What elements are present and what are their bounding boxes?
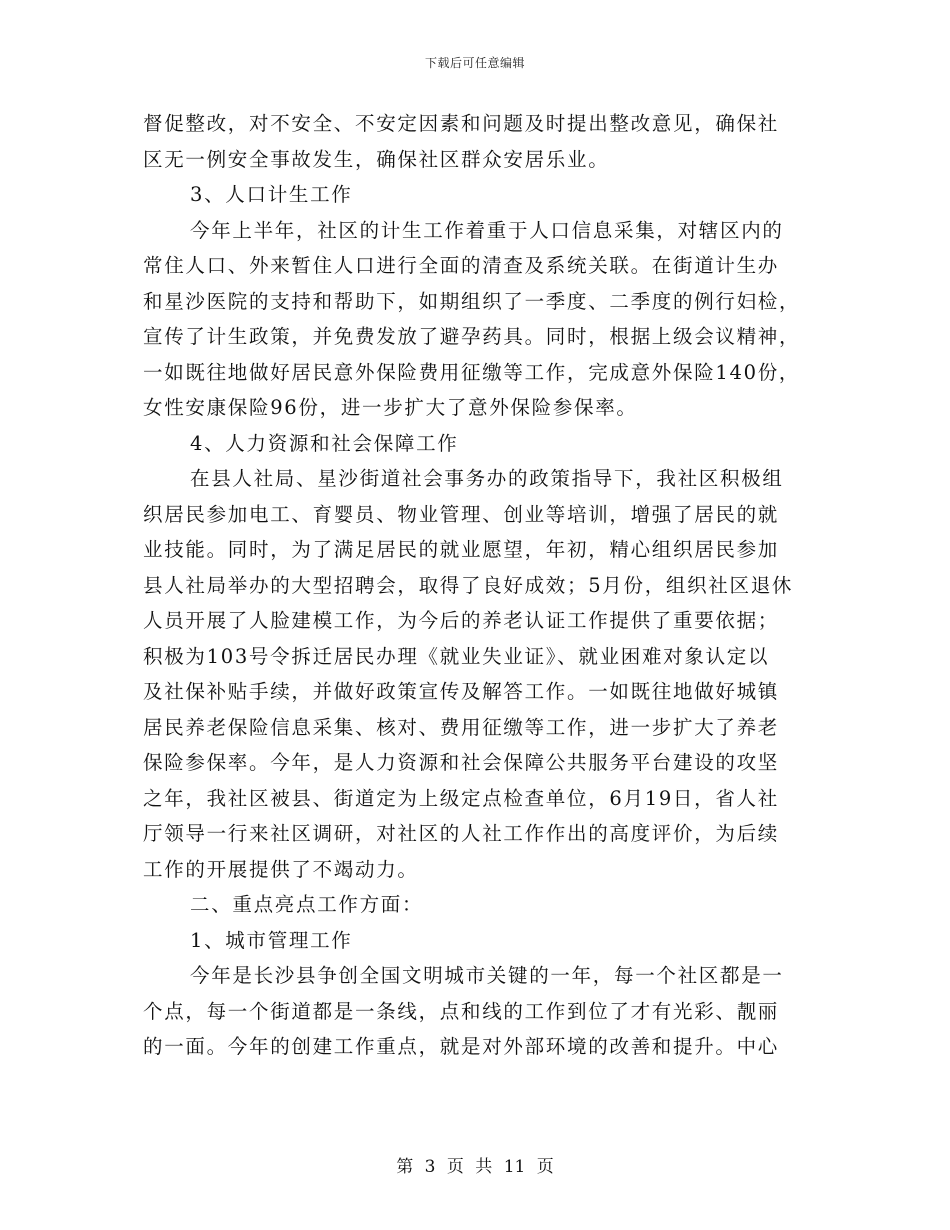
- text-line: 一如既往地做好居民意外保险费用征缴等工作，完成意外保险140份，: [143, 360, 801, 384]
- text-line: 保险参保率。今年，是人力资源和社会保障公共服务平台建设的攻坚: [143, 751, 780, 774]
- text-line: 厅领导一行来社区调研，对社区的人社工作作出的高度评价，为后续: [143, 822, 780, 845]
- text-line: 女性安康保险96份，进一步扩大了意外保险参保率。: [143, 396, 638, 419]
- text-line: 3、人口计生工作: [190, 183, 353, 206]
- text-line: 及社保补贴手续，并做好政策宣传及解答工作。一如既往地做好城镇: [143, 680, 780, 703]
- text-line: 县人社局举办的大型招聘会，取得了良好成效；5月份，组织社区退休: [143, 573, 794, 597]
- text-line: 今年上半年，社区的计生工作着重于人口信息采集，对辖区内的: [190, 218, 784, 242]
- text-line: 宣传了计生政策，并免费发放了避孕药具。同时，根据上级会议精神，: [143, 325, 801, 348]
- document-body: [143, 106, 808, 1065]
- text-line: 织居民参加电工、育婴员、物业管理、创业等培训，增强了居民的就: [143, 502, 780, 526]
- text-line: 4、人力资源和社会保障工作: [190, 431, 459, 455]
- text-line: 二、重点亮点工作方面：: [190, 893, 424, 916]
- text-line: 积极为103号令拆迁居民办理《就业失业证》、就业困难对象认定以: [143, 644, 770, 668]
- text-line: 居民养老保险信息采集、核对、费用征缴等工作，进一步扩大了养老: [143, 715, 780, 739]
- text-line: 个点，每一个街道都是一条线，点和线的工作到位了才有光彩、靓丽: [143, 999, 780, 1023]
- text-line: 1、城市管理工作: [190, 928, 353, 952]
- text-line: 常住人口、外来暂住人口进行全面的清查及系统关联。在街道计生办: [143, 254, 780, 277]
- text-line: 业技能。同时，为了满足居民的就业愿望，年初，精心组织居民参加: [143, 538, 780, 561]
- text-line: 工作的开展提供了不竭动力。: [143, 857, 419, 881]
- page-header-note: 下载后可任意编辑: [424, 56, 525, 70]
- text-line: 在县人社局、星沙街道社会事务办的政策指导下，我社区积极组: [190, 467, 784, 490]
- text-line: 之年，我社区被县、街道定为上级定点检查单位，6月19日，省人社: [143, 786, 779, 810]
- text-line: 区无一例安全事故发生，确保社区群众安居乐业。: [143, 147, 610, 171]
- text-line: 人员开展了人脸建模工作，为今后的养老认证工作提供了重要依据；: [143, 609, 780, 632]
- text-line: 的一面。今年的创建工作重点，就是对外部环境的改善和提升。中心: [143, 1035, 780, 1058]
- text-line: 今年是长沙县争创全国文明城市关键的一年，每一个社区都是一: [190, 964, 784, 987]
- text-line: 督促整改，对不安全、不安定因素和问题及时提出整改意见，确保社: [143, 112, 780, 135]
- page-number-footer: 第 3 页 共 11 页: [396, 1157, 554, 1177]
- text-line: 和星沙医院的支持和帮助下，如期组织了一季度、二季度的例行妇检，: [143, 289, 801, 313]
